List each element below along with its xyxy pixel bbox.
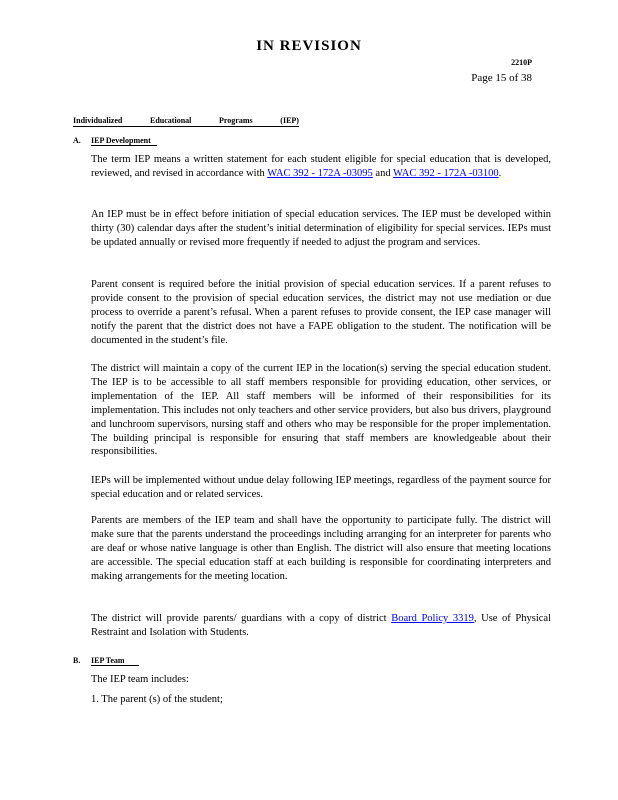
board-policy-3319-link[interactable]: Board Policy 3319 (391, 613, 474, 624)
page-number: Page 15 of 38 (471, 72, 532, 84)
section-title: IEP Team (91, 656, 139, 666)
policy-number: 2210P (511, 58, 532, 67)
paragraph-iep-copy: The district will maintain a copy of the current IEP in the location(s) serving the special education student. The IEP is to be accessible to all staff members responsible for providing education, other services, or implementation of the IEP. All staff members will be informed of their responsibilities for its implementation. This includes not only teachers and other service providers, but also bus drivers, playground and lunchroom supervisors, nursing staff and others who may be responsible for the proper implementation. The building principal is responsible for ensuring that staff members are knowledgeable about their responsibilities. (91, 363, 551, 458)
revision-status-title: IN REVISION (256, 38, 362, 54)
heading-word: Educational (150, 116, 192, 125)
section-a-heading (73, 136, 157, 146)
iep-team-item-1: 1. The parent (s) of the student; (91, 694, 223, 705)
paragraph-text: The term IEP means a written statement for each student eligible for special education that is developed, reviewed, and revised in accordance with (91, 154, 551, 179)
wac-03095-link[interactable]: WAC 392 - 172A -03095 (267, 167, 373, 179)
paragraph-text: and (372, 167, 394, 179)
paragraph-iep-definition (91, 153, 551, 181)
wac-03100-link[interactable]: WAC 392 - 172A -03100 (393, 167, 499, 179)
section-title: IEP Development (91, 136, 157, 146)
heading-word: Programs (219, 116, 253, 125)
paragraph-parents-members: Parents are members of the IEP team and shall have the opportunity to participate fully. The district will make sure that the parents understand the proceedings including arranging for an interpreter for parents who are deaf or whose native language is other than English. The district will also ensure that meeting locations are accessible. The special education staff at each building is responsible for coordinating interpreters and making arrangements for the meeting location. (91, 515, 551, 582)
paragraph-text: , Use of Physical Restraint and Isolation with Students. (91, 613, 551, 638)
section-b-heading (73, 656, 139, 666)
paragraph-board-policy (91, 612, 551, 640)
heading-word: (IEP) (280, 116, 299, 125)
paragraph-text: . (498, 167, 502, 179)
document-heading (73, 116, 299, 127)
iep-team-intro: The IEP team includes: (91, 674, 189, 685)
paragraph-iep-effect: An IEP must be in effect before initiation of special education services. The IEP must be developed within thirty (30) calendar days after the student’s initial determination of eligibility for special services. IEPs must be updated annually or revised more frequently if needed to adjust the program and services. (91, 209, 551, 248)
paragraph-parent-consent: Parent consent is required before the initial provision of special education services. If a parent refuses to provide consent to the provision of special education services, the district may not use mediation or due process to override a parent’s refusal. When a parent refuses to provide consent, the IEP case manager will notify the parent that the district does not have a FAPE obligation to the student. The notification will be documented in the student’s file. (91, 279, 551, 346)
section-number: B. (73, 656, 81, 665)
paragraph-iep-implementation: IEPs will be implemented without undue delay following IEP meetings, regardless of the payment source for special education and or related services. (91, 475, 551, 500)
section-number: A. (73, 136, 81, 145)
paragraph-text: The district will provide parents/ guardians with a copy of district (91, 613, 392, 624)
heading-word: Individualized (73, 116, 123, 125)
